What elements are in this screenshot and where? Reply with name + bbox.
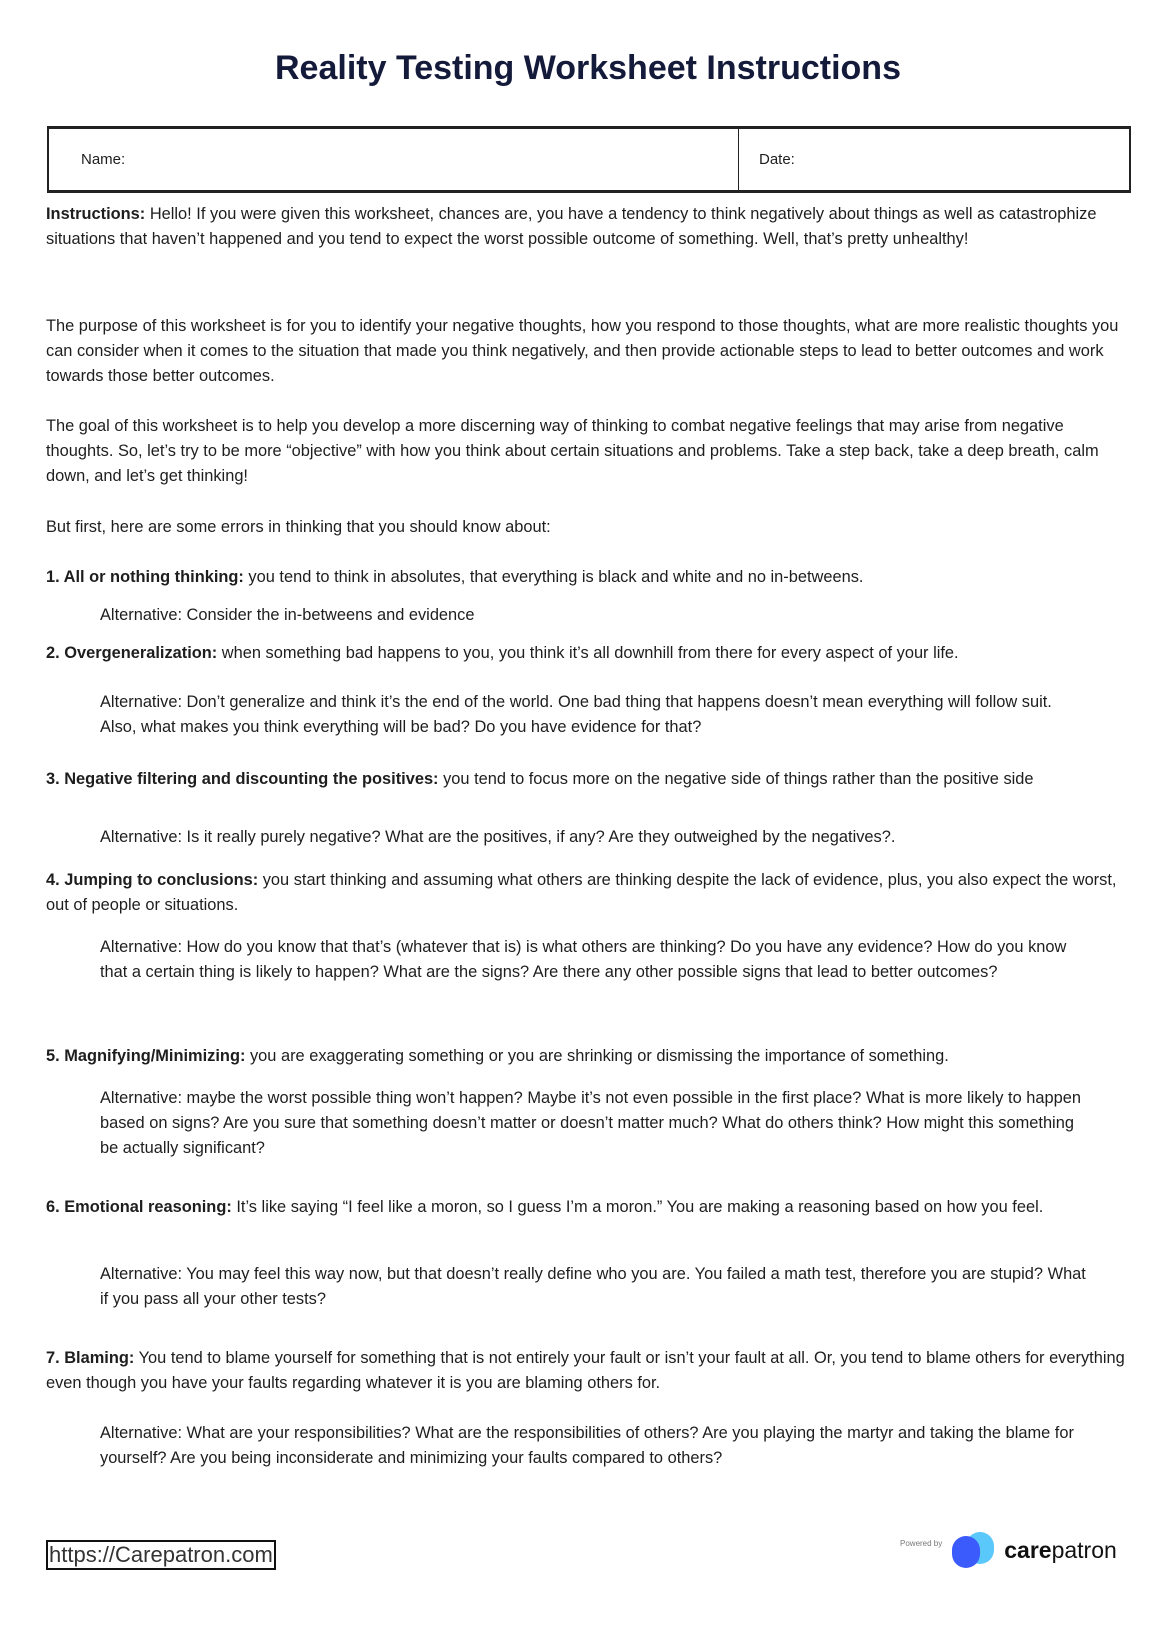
lead-in-paragraph: But first, here are some errors in thinking that you should know about: <box>46 518 551 536</box>
error-item <box>46 1195 1128 1220</box>
goal-paragraph: The goal of this worksheet is to help you develop a more discerning way of thinking to combat negative feelings that may arise from negative thoughts. So, let’s try to be more “objective” with how you think about certain situations and problems. Take a step back, take a deep breath, calm down, and let’s get thinking! <box>46 417 1099 485</box>
error-description: you tend to think in absolutes, that everything is black and white and no in-betweens. <box>243 568 864 586</box>
error-heading: 5. Magnifying/Minimizing: <box>46 1047 246 1065</box>
error-item <box>46 767 1128 792</box>
error-alternative: Alternative: What are your responsibilities? What are the responsibilities of others? Are you playing the martyr and taking the blame for yourself? Are you being inconsiderate and minimizing your faults compared to others? <box>100 1424 1074 1467</box>
error-item <box>46 1346 1128 1396</box>
carepatron-link[interactable]: https://Carepatron.com <box>46 1540 276 1570</box>
instructions-paragraph <box>46 202 1128 252</box>
brand-name: carepatron <box>1004 1536 1117 1563</box>
error-item <box>46 565 1128 590</box>
error-alternative: Alternative: Is it really purely negative? What are the positives, if any? Are they outweighed by the negatives?. <box>100 828 896 846</box>
error-description: you start thinking and assuming what others are thinking despite the lack of evidence, plus, you also expect the worst, out of people or situations. <box>46 871 1117 914</box>
error-heading: 1. All or nothing thinking: <box>46 568 244 586</box>
name-field[interactable] <box>49 129 739 190</box>
error-description: you tend to focus more on the negative side of things rather than the positive side <box>438 770 1034 788</box>
instructions-label: Instructions: <box>46 205 146 223</box>
powered-by-label: Powered by <box>900 1538 943 1548</box>
error-heading: 4. Jumping to conclusions: <box>46 871 259 889</box>
error-heading: 7. Blaming: <box>46 1349 135 1367</box>
error-description: when something bad happens to you, you think it’s all downhill from there for every aspect of your life. <box>217 644 959 662</box>
error-alternative: Alternative: How do you know that that’s (whatever that is) is what others are thinking? Do you have any evidence? How do you know that a certain thing is likely to happen? What are the signs? Are there any other possible signs that lead to better outcomes? <box>100 938 1067 981</box>
carepatron-logo-icon <box>952 1534 998 1566</box>
date-field[interactable] <box>739 129 1129 190</box>
error-description: You tend to blame yourself for something that is not entirely your fault or isn’t your fault at all. Or, you tend to blame others for everything even though you have your faults regarding whatever it is you are blaming others for. <box>46 1349 1125 1392</box>
error-heading: 2. Overgeneralization: <box>46 644 218 662</box>
error-item <box>46 641 1128 666</box>
error-item <box>46 1044 1128 1069</box>
error-heading: 6. Emotional reasoning: <box>46 1198 232 1216</box>
error-alternative: Alternative: Consider the in-betweens and evidence <box>100 606 475 624</box>
error-item <box>46 868 1128 918</box>
error-heading: 3. Negative filtering and discounting the positives: <box>46 770 439 788</box>
page-title: Reality Testing Worksheet Instructions <box>275 49 901 87</box>
date-label: Date: <box>759 151 795 168</box>
error-description: you are exaggerating something or you are shrinking or dismissing the importance of something. <box>245 1047 949 1065</box>
error-alternative: Alternative: maybe the worst possible thing won’t happen? Maybe it’s not even possible in the first place? What is more likely to happen based on signs? Are you sure that something doesn’t matter or doesn’t matter much? What do others think? How might this something be actually significant? <box>100 1089 1081 1157</box>
name-label: Name: <box>81 151 126 168</box>
error-description: It’s like saying “I feel like a moron, so I guess I’m a moron.” You are making a reasoning based on how you feel. <box>231 1198 1044 1216</box>
carepatron-logo <box>900 1534 1117 1566</box>
name-date-box <box>47 126 1131 193</box>
error-alternative: Alternative: Don’t generalize and think it’s the end of the world. One bad thing that happens doesn’t mean everything will follow suit. Also, what makes you think everything will be bad? Do you have evidence for that? <box>100 693 1052 736</box>
instructions-text: Hello! If you were given this worksheet, chances are, you have a tendency to think negatively about things as well as catastrophize situations that haven’t happened and you tend to expect the worst possible outcome of something. Well, that’s pretty unhealthy! <box>46 205 1097 248</box>
error-alternative: Alternative: You may feel this way now, but that doesn’t really define who you are. You failed a math test, therefore you are stupid? What if you pass all your other tests? <box>100 1265 1086 1308</box>
purpose-paragraph: The purpose of this worksheet is for you to identify your negative thoughts, how you respond to those thoughts, what are more realistic thoughts you can consider when it comes to the situation that made you think negatively, and then provide actionable steps to lead to better outcomes and work towards those better outcomes. <box>46 317 1119 385</box>
